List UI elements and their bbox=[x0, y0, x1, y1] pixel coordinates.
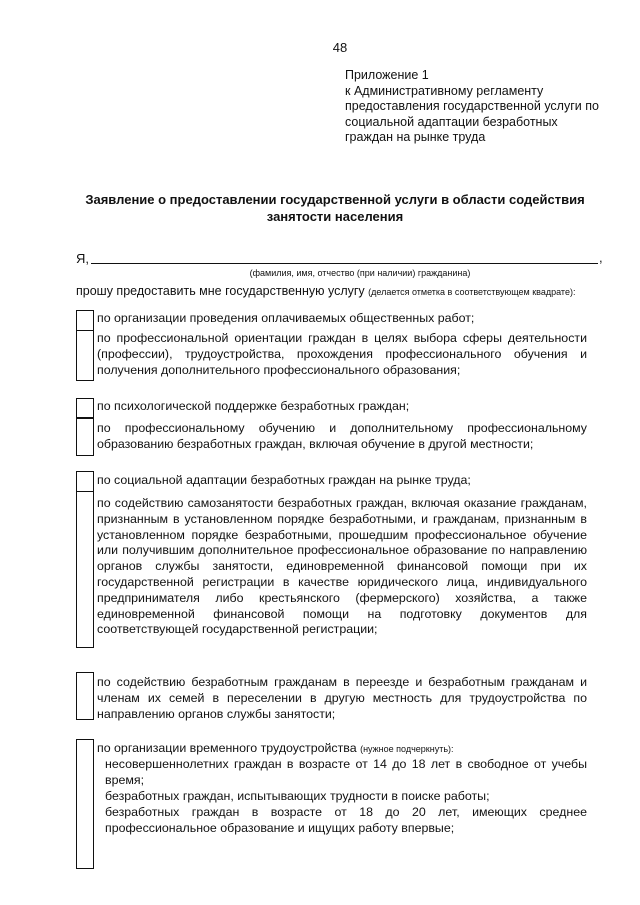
option-career-guidance: по профессиональной ориентации граждан в целях выбора сферы деятельности (профессии), трудоустройства, прохождения профессионального обучения и получения дополнительного профессионального образования; bbox=[97, 331, 587, 377]
option-public-works: по организации проведения оплачиваемых общественных работ; bbox=[97, 311, 475, 325]
appendix-header bbox=[345, 68, 615, 146]
title-line-2: занятости населения bbox=[266, 209, 404, 224]
document-title bbox=[60, 191, 610, 225]
option-relocation: по содействию безработным гражданам в переезде и безработным гражданам и членам их семей в переселении в другую местность для трудоустройства по направлению органов службы занятости; bbox=[97, 675, 587, 721]
option-temporary-employment-note: (нужное подчеркнуть): bbox=[360, 744, 454, 754]
option-checkbox-public-works[interactable] bbox=[76, 310, 94, 331]
appendix-line: Приложение 1 bbox=[345, 68, 429, 82]
page-number: 48 bbox=[332, 40, 348, 55]
appendix-line: к Административному регламенту bbox=[345, 83, 544, 98]
temp-employment-minors: несовершеннолетних граждан в возрасте от 14 до 18 лет в свободное от учебы время; bbox=[105, 757, 587, 787]
option-vocational-training: по профессиональному обучению и дополнительному профессиональному образованию безработных граждан, включая обучение в другой местности; bbox=[97, 421, 587, 451]
option-social-adaptation: по социальной адаптации безработных граждан на рынке труда; bbox=[97, 473, 471, 487]
option-checkbox-social-adaptation[interactable] bbox=[76, 471, 94, 492]
temp-employment-difficulties: безработных граждан, испытывающих трудности в поиске работы; bbox=[105, 789, 490, 803]
request-text: прошу предоставить мне государственную услугу bbox=[76, 284, 365, 298]
appendix-line: предоставления государственной услуги по bbox=[345, 99, 599, 113]
option-checkbox-temporary-employment[interactable] bbox=[76, 739, 94, 869]
option-checkbox-career-guidance[interactable] bbox=[76, 330, 94, 381]
request-note: (делается отметка в соответствующем квадрате): bbox=[368, 287, 576, 297]
option-checkbox-vocational-training[interactable] bbox=[76, 418, 94, 456]
temp-employment-graduates: безработных граждан в возрасте от 18 до 20 лет, имеющих среднее профессиональное образование и ищущих работу впервые; bbox=[105, 805, 587, 835]
option-checkbox-relocation[interactable] bbox=[76, 672, 94, 720]
appendix-line: граждан на рынке труда bbox=[345, 130, 486, 144]
applicant-name-field[interactable] bbox=[91, 263, 598, 264]
option-self-employment: по содействию самозанятости безработных граждан, включая оказание гражданам, признанным в установленном порядке безработными, и гражданам, признанным в установленном порядке безработными, прошедшим профессиональное обучение или получившим дополнительное профессиональное образование по направлению органов службы занятости, единовременной финансовой помощи при их государственной регистрации в качестве юридического лица, индивидуального предпринимателя либо крестьянского (фермерского) хозяйства, а также единовременной финансовой помощи на подготовку документов для соответствующей государственной регистрации; bbox=[97, 496, 587, 637]
option-psychological-support: по психологической поддержке безработных граждан; bbox=[97, 399, 410, 413]
applicant-comma: , bbox=[599, 250, 603, 265]
option-checkbox-psychological-support[interactable] bbox=[76, 398, 94, 418]
option-temporary-employment bbox=[97, 741, 587, 758]
title-line-1: Заявление о предоставлении государственной услуги в области содействия bbox=[85, 192, 585, 207]
appendix-line: социальной адаптации безработных bbox=[345, 114, 558, 129]
applicant-name-hint: (фамилия, имя, отчество (при наличии) гражданина) bbox=[249, 268, 471, 278]
request-statement bbox=[76, 284, 575, 298]
applicant-prefix: Я, bbox=[76, 251, 89, 266]
option-temporary-employment-text: по организации временного трудоустройства bbox=[97, 741, 357, 755]
option-checkbox-self-employment[interactable] bbox=[76, 491, 94, 648]
